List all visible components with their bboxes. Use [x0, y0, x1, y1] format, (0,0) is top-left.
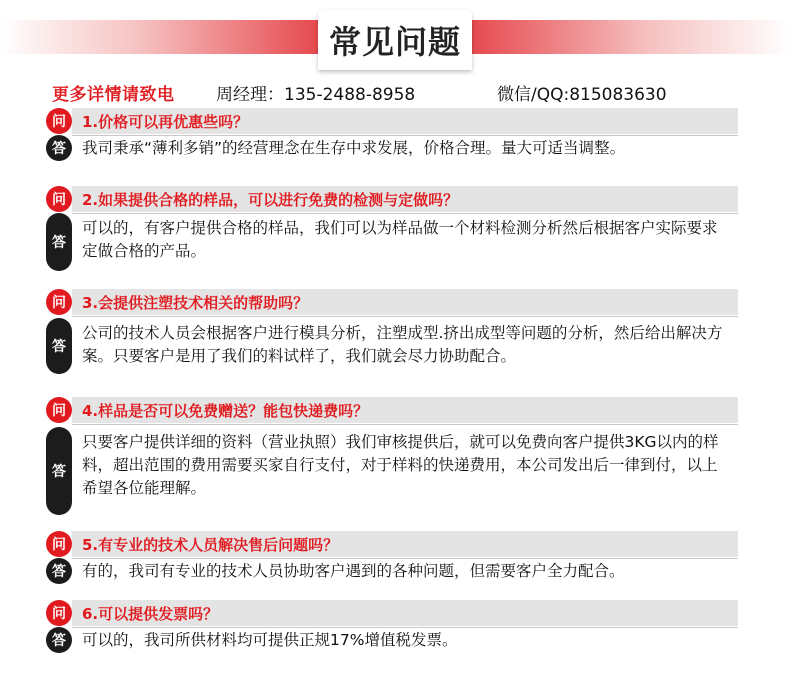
answer-text: 可以的，我司所供材料均可提供正规17%增值税发票。	[82, 631, 458, 649]
contact-wechat: 微信/QQ:815083630	[497, 85, 667, 105]
question-badge-icon: 问	[46, 108, 72, 134]
question-badge-icon: 问	[46, 531, 72, 557]
banner-title-tab	[318, 10, 472, 70]
question-text: 4.样品是否可以免费赠送？能包快递费吗？	[82, 402, 369, 420]
page-title: 常见问题	[328, 23, 461, 61]
contact-phone: 周经理：135-2488-8958	[216, 85, 416, 105]
answer-badge-icon: 答	[46, 213, 72, 271]
contact-line	[0, 80, 790, 104]
question-badge-icon: 问	[46, 289, 72, 315]
question-badge-icon: 问	[46, 186, 72, 212]
answer-text: 公司的技术人员会根据客户进行模具分析，注塑成型.挤出成型等问题的分析，然后给出解决方案。只要客户是用了我们的料试样了，我们就会尽力协助配合。	[82, 324, 723, 365]
answer-text: 我司秉承“薄利多销”的经营理念在生存中求发展，价格合理。量大可适当调整。	[82, 139, 626, 157]
question-text: 2.如果提供合格的样品，可以进行免费的检测与定做吗？	[82, 191, 459, 209]
answer-badge-icon: 答	[46, 318, 72, 374]
question-text: 6.可以提供发票吗？	[82, 605, 219, 623]
answer-badge-icon: 答	[46, 135, 72, 161]
answer-badge-icon: 答	[46, 627, 72, 653]
question-badge-icon: 问	[46, 600, 72, 626]
header-banner	[0, 0, 790, 75]
contact-lead: 更多详情请致电	[52, 85, 175, 105]
answer-badge-icon: 答	[46, 427, 72, 515]
answer-text: 有的，我司有专业的技术人员协助客户遇到的各种问题，但需要客户全力配合。	[82, 562, 625, 580]
question-text: 3.会提供注塑技术相关的帮助吗？	[82, 294, 309, 312]
answer-text: 可以的，有客户提供合格的样品，我们可以为样品做一个材料检测分析然后根据客户实际要求定做合格的产品。	[82, 219, 718, 260]
answer-badge-icon: 答	[46, 558, 72, 584]
question-text: 1.价格可以再优惠些吗？	[82, 113, 249, 131]
question-text: 5.有专业的技术人员解决售后问题吗？	[82, 536, 339, 554]
answer-text: 只要客户提供详细的资料（营业执照）我们审核提供后，就可以免费向客户提供3KG以内的样料，超出范围的费用需要买家自行支付，对于样料的快递费用，本公司发出后一律到付，以上希望各位能理解。	[82, 433, 719, 497]
question-badge-icon: 问	[46, 397, 72, 423]
